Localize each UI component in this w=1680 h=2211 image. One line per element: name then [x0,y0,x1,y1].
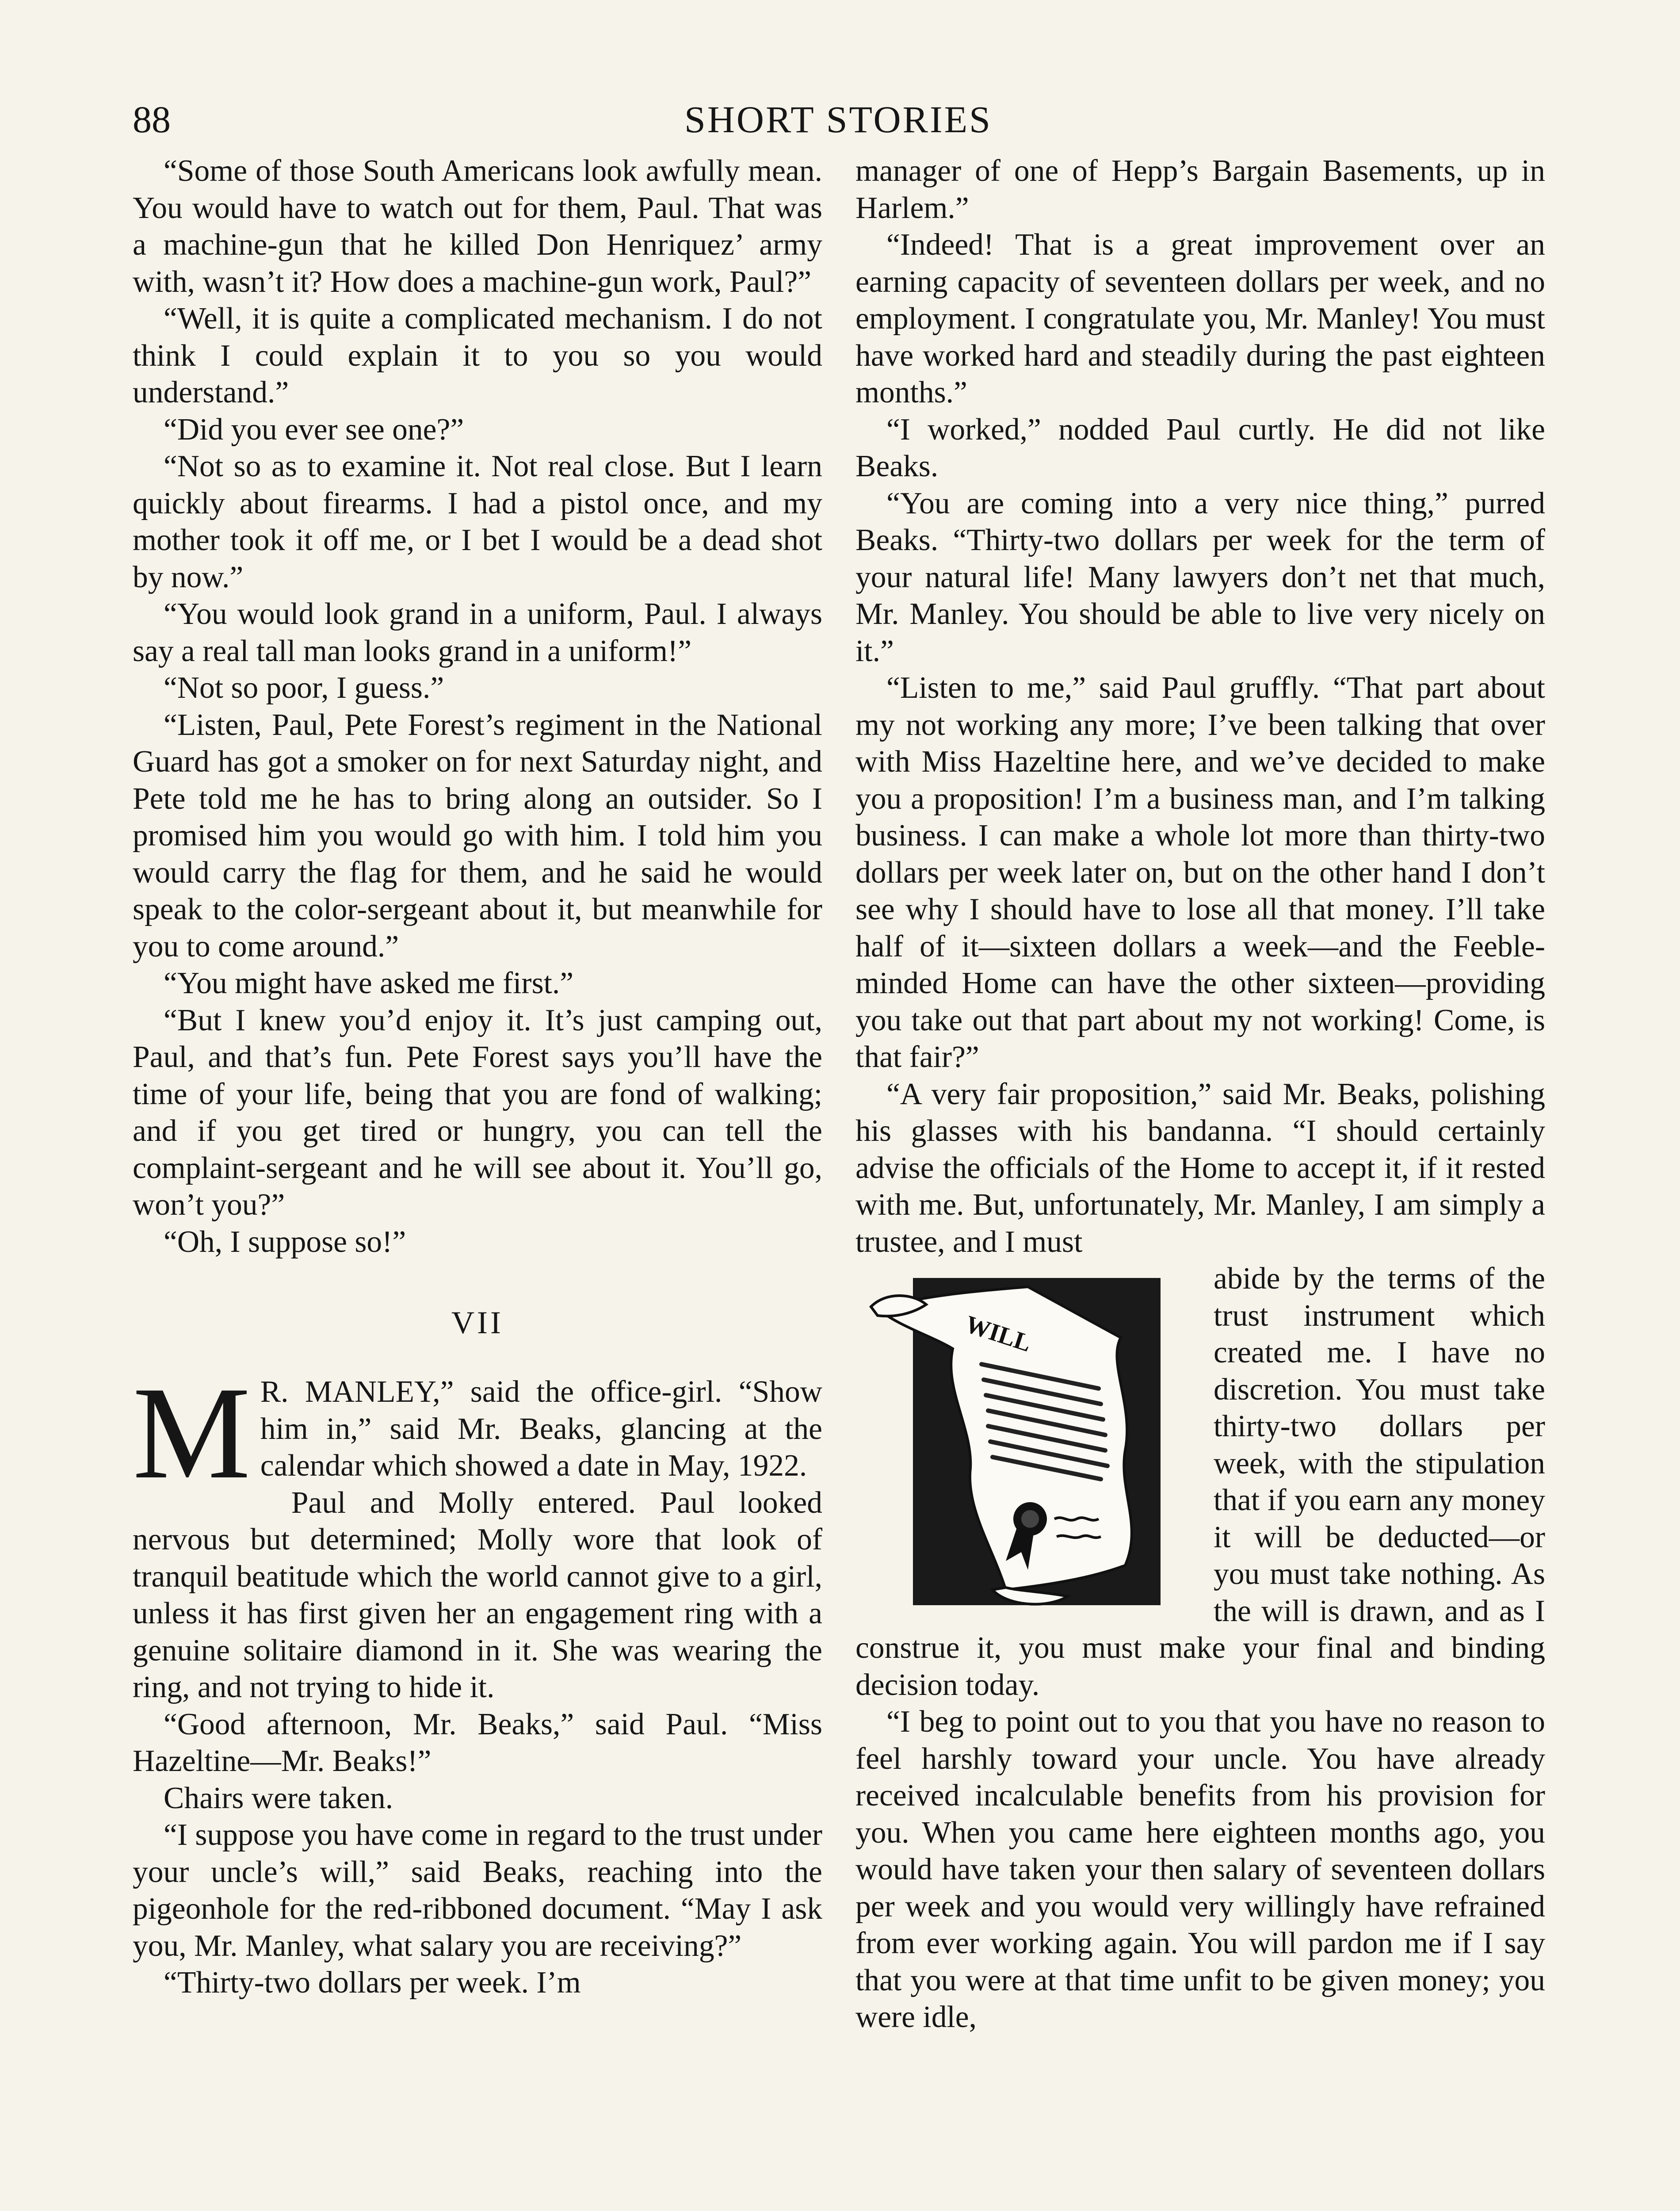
paragraph: “I suppose you have come in regard to the trust under your uncle’s will,” said Beaks, reaching into the pigeonhole for the red-ribboned document. “May I ask you, Mr. Manley, what salary you are receiving?” [133,1818,822,1963]
dropcap-paragraph [133,1359,822,1506]
paragraph: “A very fair proposition,” said Mr. Beaks, polishing his glasses with his bandanna. “I should certainly advise the officials of the Home to accept it, if it rested with me. But, unfortunately, Mr. Manley, I am simply a trustee, and I must [855,1077,1545,1259]
will-illustration [860,1260,1196,1614]
paragraph: “You are coming into a very nice thing,” purred Beaks. “Thirty-two dollars per week for the term of your natural life! Many lawyers don’t net that much, Mr. Manley. You should be able to live very nicely on it.” [855,486,1545,668]
drop-cap: M [133,1359,251,1506]
paragraph: “Oh, I suppose so!” [164,1224,406,1259]
paragraph: “Listen, Paul, Pete Forest’s regiment in the National Guard has got a smoker on for next Saturday night, and Pete told me he has to bring along an outsider. So I promised him you would go with him. I told him you would carry the flag for them, and he said he would speak to the color-sergeant about it, but meanwhile for you to come around.” [133,708,822,964]
will-document-icon [860,1260,1196,1614]
paragraph: “Well, it is quite a complicated mechanism. I do not think I could explain it to you so you would understand.” [133,302,822,409]
page-number: 88 [133,98,171,141]
paragraph: “You might have asked me first.” [164,966,574,1000]
running-title: SHORT STORIES [684,98,992,141]
paragraph: “Listen to me,” said Paul gruffly. “That part about my not working any more; I’ve been talking that over with Miss Hazeltine here, and we’ve decided to make you a proposition! I’m a business man, and I’m talking business. I can make a whole lot more than thirty-two dollars per week later on, but on the other hand I don’t see why I should have to lose all that money. I’ll take half of it—sixteen dollars a week—and the Feeble-minded Home can have the other sixteen—providing you take out that part about my not working! Come, is that fair?” [855,671,1545,1074]
paragraph: “Thirty-two dollars per week. I’m [164,1966,581,2000]
paragraph: Paul and Molly entered. Paul looked nervous but determined; Molly wore that look of tranquil beatitude which the world cannot give to a girl, unless it has first given her an engagement ring with a genuine solitaire diamond in it. She was wearing the ring, and not trying to hide it. [133,1485,822,1704]
paragraph: “Did you ever see one?” [164,412,464,447]
paragraph: “You would look grand in a uniform, Paul. I always say a real tall man looks grand in a uniform!” [133,597,822,668]
left-column [133,153,822,2001]
running-header [133,93,1544,155]
paragraph: Chairs were taken. [164,1781,393,1815]
right-column [855,153,1545,2036]
paragraph: “I beg to point out to you that you have no reason to feel harshly toward your uncle. You have already received incalculable benefits from his provision for you. When you came here eighteen months ago, you would have taken your then salary of seventeen dollars per week and you would very willingly have refrained from ever working again. You will pardon me if I say that you were at that time unfit to be given money; you were idle, [855,1705,1545,2034]
paragraph: “Indeed! That is a great improvement over an earning capacity of seventeen dollars per week, and no employment. I congratulate you, Mr. Manley! You must have worked hard and steadily during the past eighteen months.” [855,228,1545,409]
paragraph-continuation: manager of one of Hepp’s Bargain Basements, up in Harlem.” [855,154,1545,225]
section-heading: VII [451,1305,504,1340]
paragraph: “Not so as to examine it. Not real close. But I learn quickly about firearms. I had a pistol once, and my mother took it off me, or I bet I would be a dead shot by now.” [133,449,822,594]
paragraph: “But I knew you’d enjoy it. It’s just camping out, Paul, and that’s fun. Pete Forest says you’ll have the time of your life, being that you are fond of walking; and if you get tired or hungry, you can tell the complaint-sergeant and he will see about it. You’ll go, won’t you?” [133,1003,822,1222]
dropcap-paragraph-text: R. MANLEY,” said the office-girl. “Show him in,” said Mr. Beaks, glancing at the calendar which showed a date in May, 1922. [260,1375,822,1483]
paragraph: “I worked,” nodded Paul curtly. He did not like Beaks. [855,412,1545,483]
paragraph-wrapped-around-illustration: abide by the terms of the trust instrument which created me. I have no discretion. You must take thirty-two dollars per week, with the stipulation that if you earn any money it will be deducted—or you must take nothing. As the will is drawn, and as I construe it, you must make your final and binding decision today. [855,1262,1545,1702]
paragraph: “Not so poor, I guess.” [164,671,444,705]
will-label: WILL [962,1310,1035,1358]
paragraph: “Good afternoon, Mr. Beaks,” said Paul. “Miss Hazeltine—Mr. Beaks!” [133,1707,822,1778]
paragraph: “Some of those South Americans look awfully mean. You would have to watch out for them, Paul. That was a machine-gun that he killed Don Henriquez’ army with, wasn’t it? How does a machine-gun work, Paul?” [133,154,822,299]
